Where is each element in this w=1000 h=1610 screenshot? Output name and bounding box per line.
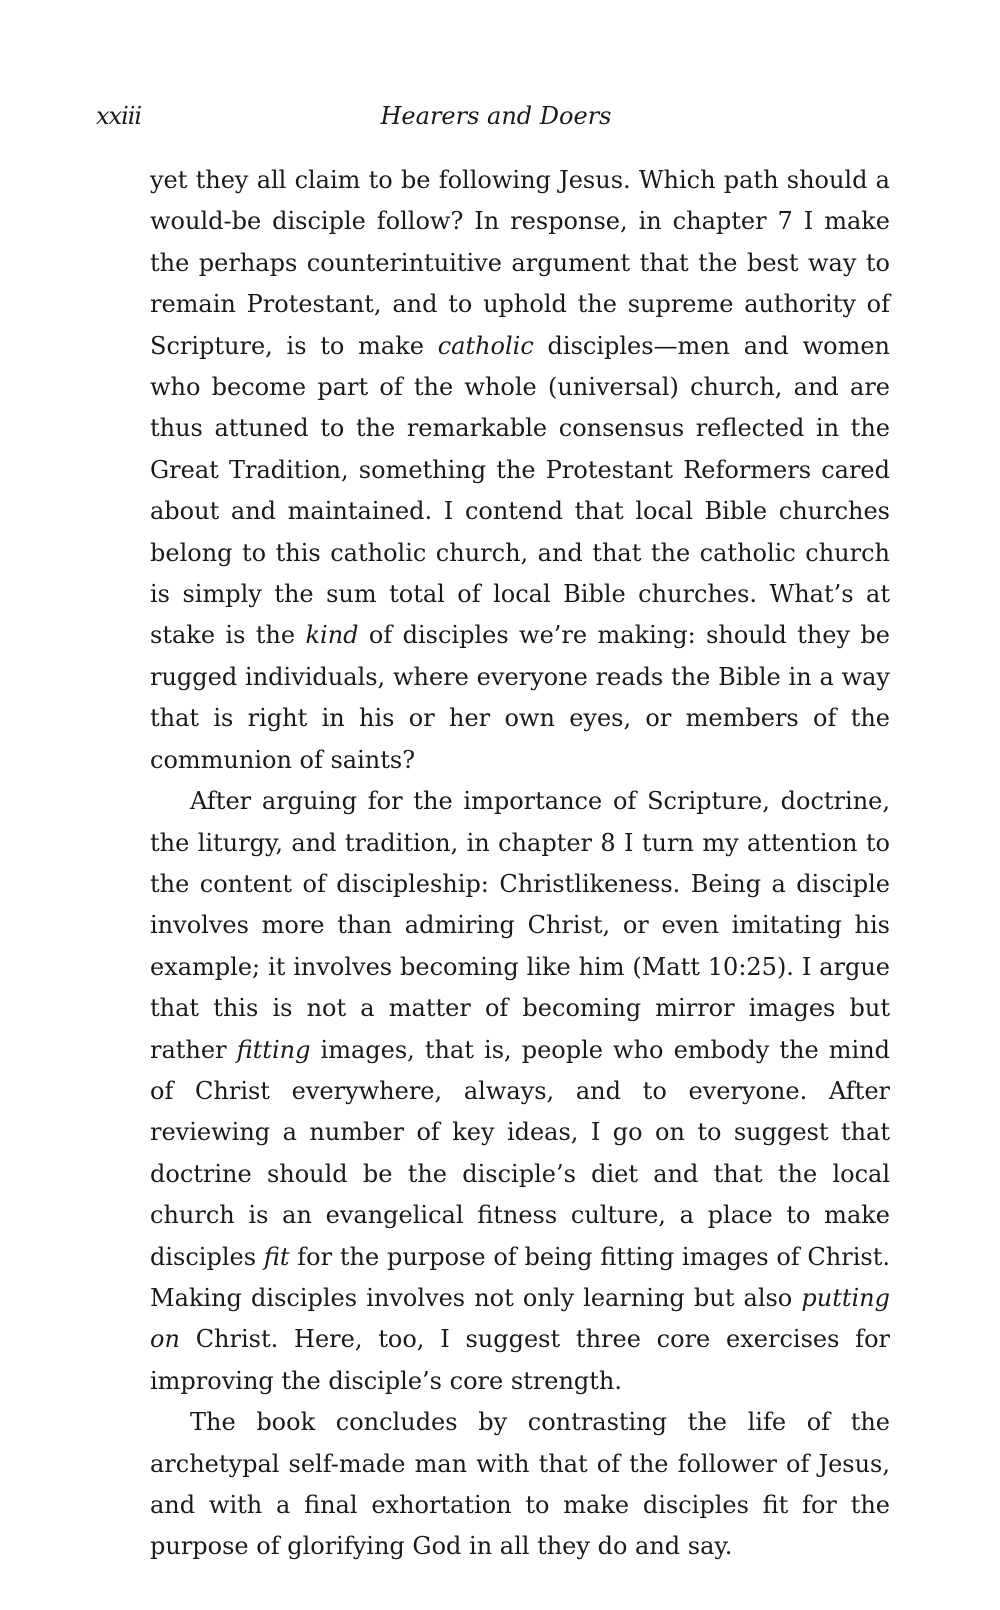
- text-segment: yet they all claim to be following Jesus. Which path should a would-be disciple follow? In response, in chapter 7 I make the perhaps counterintuitive argument that the best way to remain Protestant, and to uphold the supreme authority of Scripture, is to make: [150, 166, 890, 360]
- paragraph: [150, 1402, 890, 1568]
- text-segment: Christ. Here, too, I suggest three core exercises for improving the disciple’s core strength.: [150, 1325, 890, 1395]
- italic-segment: catholic: [437, 331, 534, 360]
- italic-segment: kind: [305, 621, 359, 650]
- body-text: [150, 160, 890, 1568]
- paragraph: [150, 160, 890, 781]
- text-segment: for the purpose of being fitting images of Christ. Making disciples involves not only learning but also: [150, 1242, 890, 1312]
- text-segment: After arguing for the importance of Scripture, doctrine, the liturgy, and tradition, in chapter 8 I turn my attention to the content of discipleship: Christlikeness. Being a disciple involves more than admiring Christ, or even imitating his example; it involves becoming like him (Matt 10:25). I argue that this is not a matter of becoming mirror images but rather: [150, 787, 890, 1064]
- running-head: [96, 98, 896, 134]
- italic-segment: fit: [263, 1242, 290, 1271]
- text-segment: of disciples we’re making: should they be rugged individuals, where everyone reads the Bible in a way that is right in his or her own eyes, or members of the communion of saints?: [150, 621, 891, 774]
- text-segment: images, that is, people who embody the mind of Christ everywhere, always, and to everyone. After reviewing a number of key ideas, I go on to suggest that doctrine should be the disciple’s diet and that the local church is an evangelical fitness culture, a place to make disciples: [150, 1035, 891, 1271]
- paragraph: [150, 781, 890, 1402]
- text-segment: The book concludes by contrasting the life of the archetypal self-made man with that of the follower of Jesus, and with a final exhortation to make disciples fit for the purpose of glorifying God in all they do and say.: [150, 1408, 890, 1561]
- page-number: xxiii: [96, 102, 142, 130]
- italic-segment: putting on: [150, 1283, 890, 1354]
- text-segment: disciples—men and women who become part of the whole (universal) church, and are thus attuned to the remarkable consensus reflected in the Great Tradition, something the Protestant Reformers cared about and maintained. I contend that local Bible churches belong to this catholic church, and that the catholic church is simply the sum total of local Bible churches. What’s at stake is the: [150, 331, 891, 650]
- running-title: Hearers and Doers: [380, 102, 612, 130]
- italic-segment: fitting: [236, 1035, 311, 1064]
